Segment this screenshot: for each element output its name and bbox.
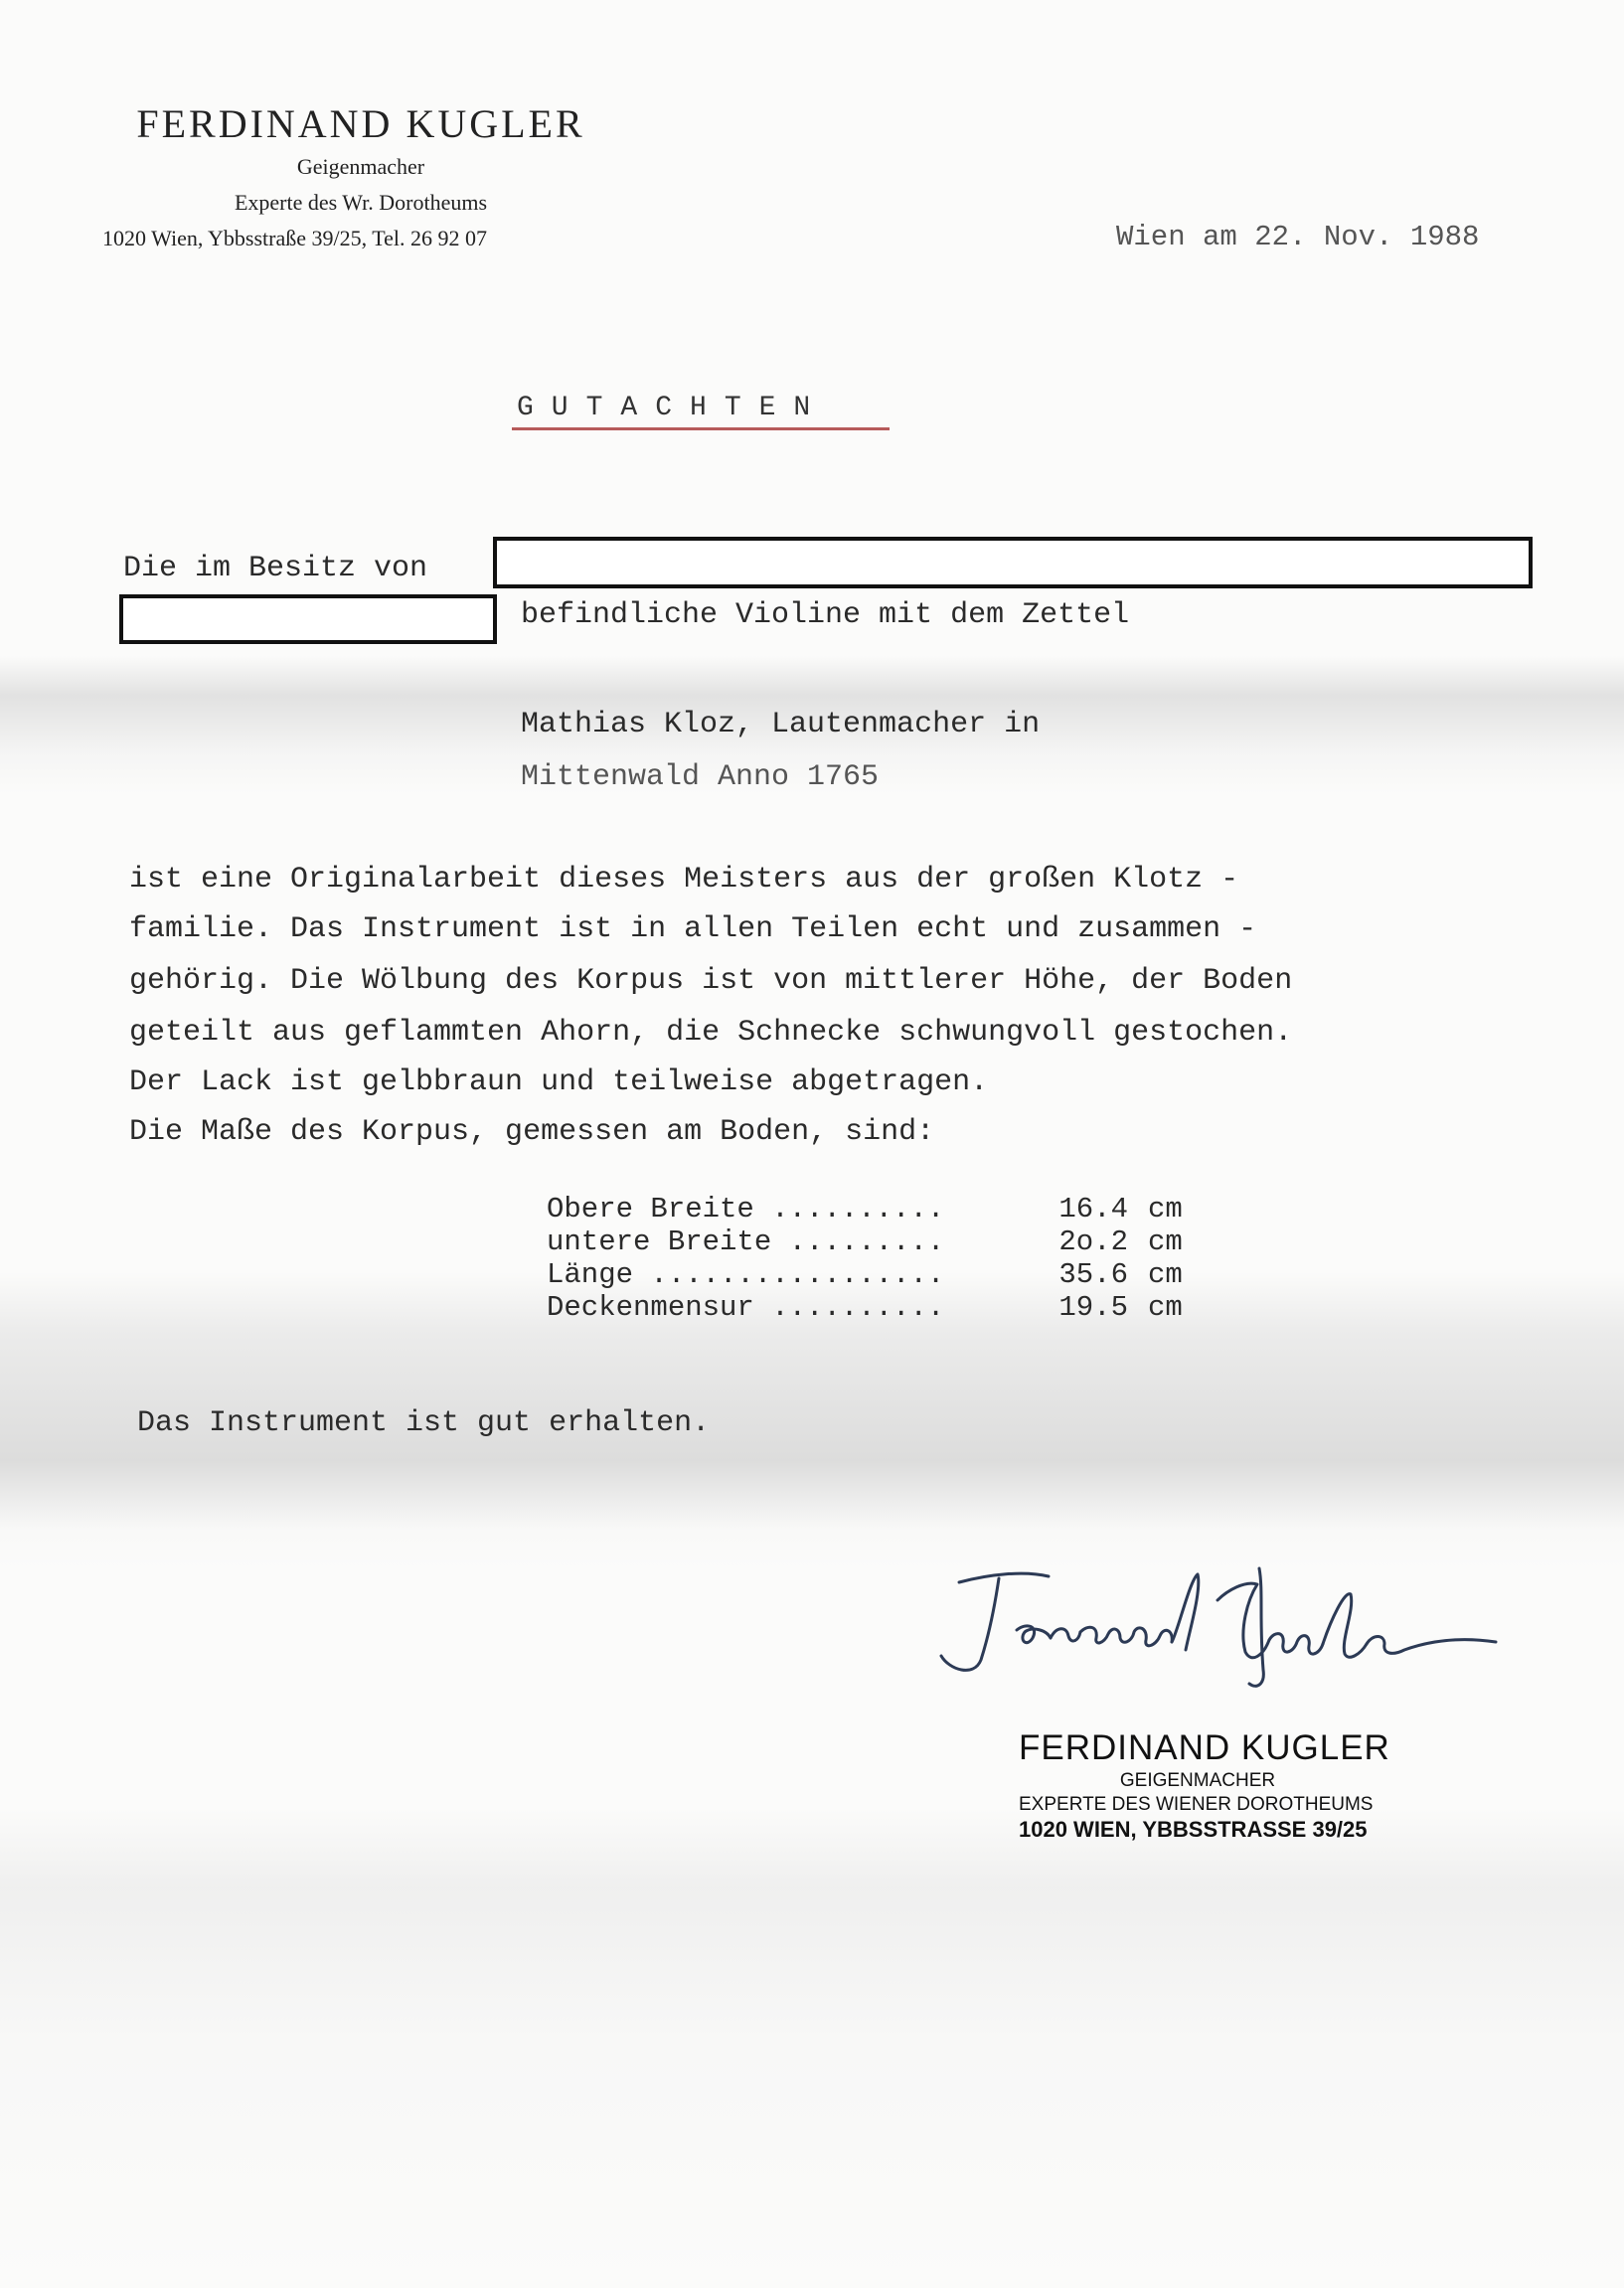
owner-prefix: Die im Besitz von xyxy=(123,552,428,585)
measurement-unit: cm xyxy=(1148,1193,1183,1226)
redaction-box-location xyxy=(119,594,497,644)
paragraph-line: ist eine Originalarbeit dieses Meisters aus der großen Klotz - xyxy=(129,863,1239,897)
redaction-box-owner xyxy=(493,537,1533,588)
address-stamp xyxy=(1019,1727,1390,1843)
measurements-table xyxy=(547,1193,1183,1324)
paragraph-line: gehörig. Die Wölbung des Korpus ist von mittlerer Höhe, der Boden xyxy=(129,964,1293,998)
stamp-profession: GEIGENMACHER xyxy=(1119,1770,1276,1791)
measurement-label: Obere Breite .......... xyxy=(547,1193,945,1226)
letterhead-address: 1020 Wien, Ybbsstraße 39/25, Tel. 26 92 07 xyxy=(102,226,488,250)
measurement-unit: cm xyxy=(1148,1258,1183,1291)
measurement-value: 2o.2 xyxy=(1058,1226,1128,1258)
measurement-value: 16.4 xyxy=(1058,1193,1128,1226)
handwritten-signature xyxy=(929,1560,1506,1690)
measurement-unit: cm xyxy=(1148,1291,1183,1324)
letterhead-expert: Experte des Wr. Dorotheums xyxy=(234,190,488,215)
measurement-label: untere Breite ......... xyxy=(547,1226,945,1258)
violin-line: befindliche Violine mit dem Zettel xyxy=(521,598,1130,632)
label-text-line1: Mathias Kloz, Lautenmacher in xyxy=(521,708,1041,741)
label-text-line2: Mittenwald Anno 1765 xyxy=(521,760,880,794)
measurement-unit: cm xyxy=(1148,1226,1183,1258)
letterhead-profession: Geigenmacher xyxy=(296,154,425,179)
stamp-address: 1020 WIEN, YBBSSTRASSE 39/25 xyxy=(1019,1817,1368,1842)
letter-date: Wien am 22. Nov. 1988 xyxy=(1116,221,1480,253)
measurement-label: Länge ................. xyxy=(547,1258,945,1291)
paragraph-line: Die Maße des Korpus, gemessen am Boden, sind: xyxy=(129,1115,935,1149)
closing-statement: Das Instrument ist gut erhalten. xyxy=(137,1406,711,1440)
paragraph-line: familie. Das Instrument ist in allen Teilen echt und zusammen - xyxy=(129,912,1257,946)
measurement-row xyxy=(547,1291,1183,1324)
title-underline xyxy=(512,427,890,430)
measurement-row xyxy=(547,1226,1183,1258)
measurement-label: Deckenmensur .......... xyxy=(547,1291,945,1324)
stamp-name: FERDINAND KUGLER xyxy=(1019,1728,1390,1767)
measurement-row xyxy=(547,1258,1183,1291)
measurement-value: 19.5 xyxy=(1058,1291,1128,1324)
letterhead-name: FERDINAND KUGLER xyxy=(136,101,585,146)
letterhead xyxy=(102,99,619,278)
paragraph-line: Der Lack ist gelbbraun und teilweise abgetragen. xyxy=(129,1065,989,1099)
paragraph-line: geteilt aus geflammten Ahorn, die Schnecke schwungvoll gestochen. xyxy=(129,1016,1293,1050)
document-title: GUTACHTEN xyxy=(517,393,829,423)
measurement-value: 35.6 xyxy=(1058,1258,1128,1291)
stamp-expert: EXPERTE DES WIENER DOROTHEUMS xyxy=(1019,1794,1374,1815)
measurement-row xyxy=(547,1193,1183,1226)
